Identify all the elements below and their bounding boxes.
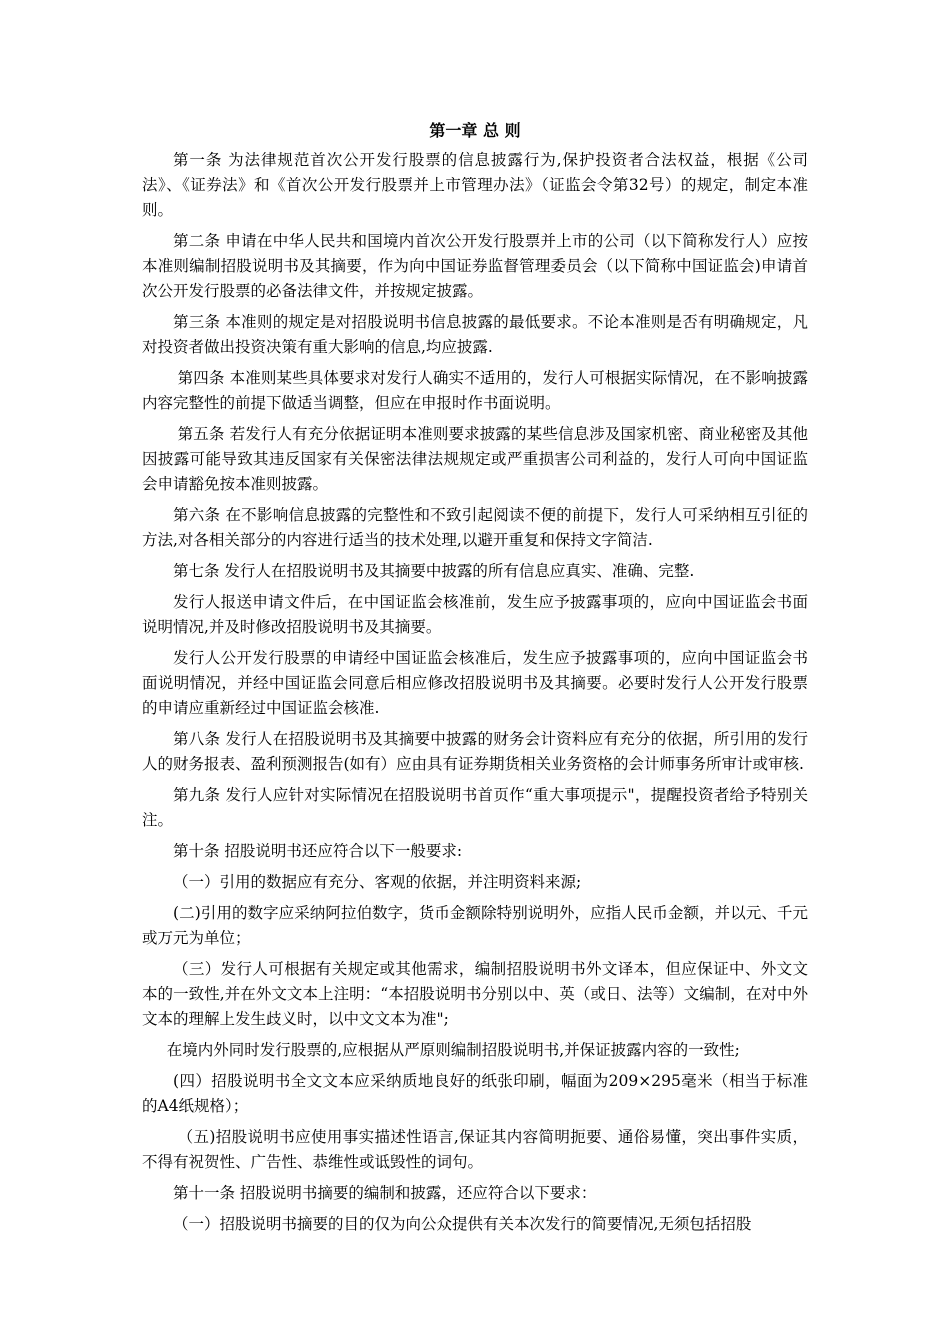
paragraph-article-2: 第二条 申请在中华人民共和国境内首次公开发行股票并上市的公司（以下简称发行人）应按本准则编制招股说明书及其摘要，作为向中国证券监督管理委员会（以下简称中国证监会)申请首次公开发行股票的必备法律文件，并按规定披露。 <box>142 232 808 300</box>
paragraph-article-10-item-4: (四）招股说明书全文文本应采纳质地良好的纸张印刷，幅面为209×295毫米（相当于标准的A4纸规格）； <box>142 1072 808 1115</box>
paragraph-article-7-clause-a: 发行人报送申请文件后，在中国证监会核准前，发生应予披露事项的，应向中国证监会书面说明情况,并及时修改招股说明书及其摘要。 <box>142 593 808 636</box>
paragraph-article-10-item-5: （五)招股说明书应使用事实描述性语言,保证其内容简明扼要、通俗易懂，突出事件实质，不得有祝贺性、广告性、恭维性或诋毁性的词句。 <box>142 1128 808 1171</box>
paragraph-article-10: 第十条 招股说明书还应符合以下一般要求: <box>173 842 463 860</box>
paragraph-article-8: 第八条 发行人在招股说明书及其摘要中披露的财务会计资料应有充分的依据，所引用的发行人的财务报表、盈利预测报告(如有）应由具有证券期货相关业务资格的会计师事务所审计或审核. <box>142 730 808 773</box>
paragraph-article-11: 第十一条 招股说明书摘要的编制和披露，还应符合以下要求： <box>173 1184 597 1202</box>
paragraph-article-7: 第七条 发行人在招股说明书及其摘要中披露的所有信息应真实、准确、完整. <box>173 562 695 580</box>
paragraph-article-10-item-2: (二)引用的数字应采纳阿拉伯数字，货币金额除特别说明外，应指人民币金额，并以元、千元或万元为单位； <box>142 904 808 947</box>
paragraph-article-9: 第九条 发行人应针对实际情况在招股说明书首页作“重大事项提示"，提醒投资者给予特别关注。 <box>142 786 808 829</box>
paragraph-article-10-item-1: （一）引用的数据应有充分、客观的依据，并注明资料来源; <box>173 873 582 891</box>
paragraph-article-7-clause-b: 发行人公开发行股票的申请经中国证监会核准后，发生应予披露事项的，应向中国证监会书面说明情况，并经中国证监会同意后相应修改招股说明书及其摘要。必要时发行人公开发行股票的申请应重新经过中国证监会核准. <box>142 649 808 717</box>
paragraph-article-11-item-1: （一）招股说明书摘要的目的仅为向公众提供有关本次发行的简要情况,无须包括招股 <box>173 1215 752 1233</box>
paragraph-article-1: 第一条 为法律规范首次公开发行股票的信息披露行为,保护投资者合法权益，根据《公司法》、《证券法》和《首次公开发行股票并上市管理办法》（证监会令第32号）的规定，制定本准则。 <box>142 151 808 219</box>
paragraph-article-5: 第五条 若发行人有充分依据证明本准则要求披露的某些信息涉及国家机密、商业秘密及其他因披露可能导致其违反国家有关保密法律法规规定或严重损害公司利益的，发行人可向中国证监会申请豁免按本准则披露。 <box>142 425 808 493</box>
paragraph-article-3: 第三条 本准则的规定是对招股说明书信息披露的最低要求。不论本准则是否有明确规定，凡对投资者做出投资决策有重大影响的信息,均应披露. <box>142 313 808 356</box>
chapter-title: 第一章 总 则 <box>429 121 521 140</box>
paragraph-article-6: 第六条 在不影响信息披露的完整性和不致引起阅读不便的前提下，发行人可采纳相互引征的方法,对各相关部分的内容进行适当的技术处理,以避开重复和保持文字简洁. <box>142 506 808 549</box>
paragraph-article-10-item-3-note: 在境内外同时发行股票的,应根据从严原则编制招股说明书,并保证披露内容的一致性; <box>166 1041 740 1059</box>
paragraph-article-4: 第四条 本准则某些具体要求对发行人确实不适用的，发行人可根据实际情况，在不影响披露内容完整性的前提下做适当调整，但应在申报时作书面说明。 <box>142 369 808 412</box>
paragraph-article-10-item-3: （三）发行人可根据有关规定或其他需求，编制招股说明书外文译本，但应保证中、外文文本的一致性,并在外文文本上注明：“本招股说明书分别以中、英（或日、法等）文编制，在对中外文本的理解上发生歧义时，以中文文本为准"; <box>142 960 808 1028</box>
